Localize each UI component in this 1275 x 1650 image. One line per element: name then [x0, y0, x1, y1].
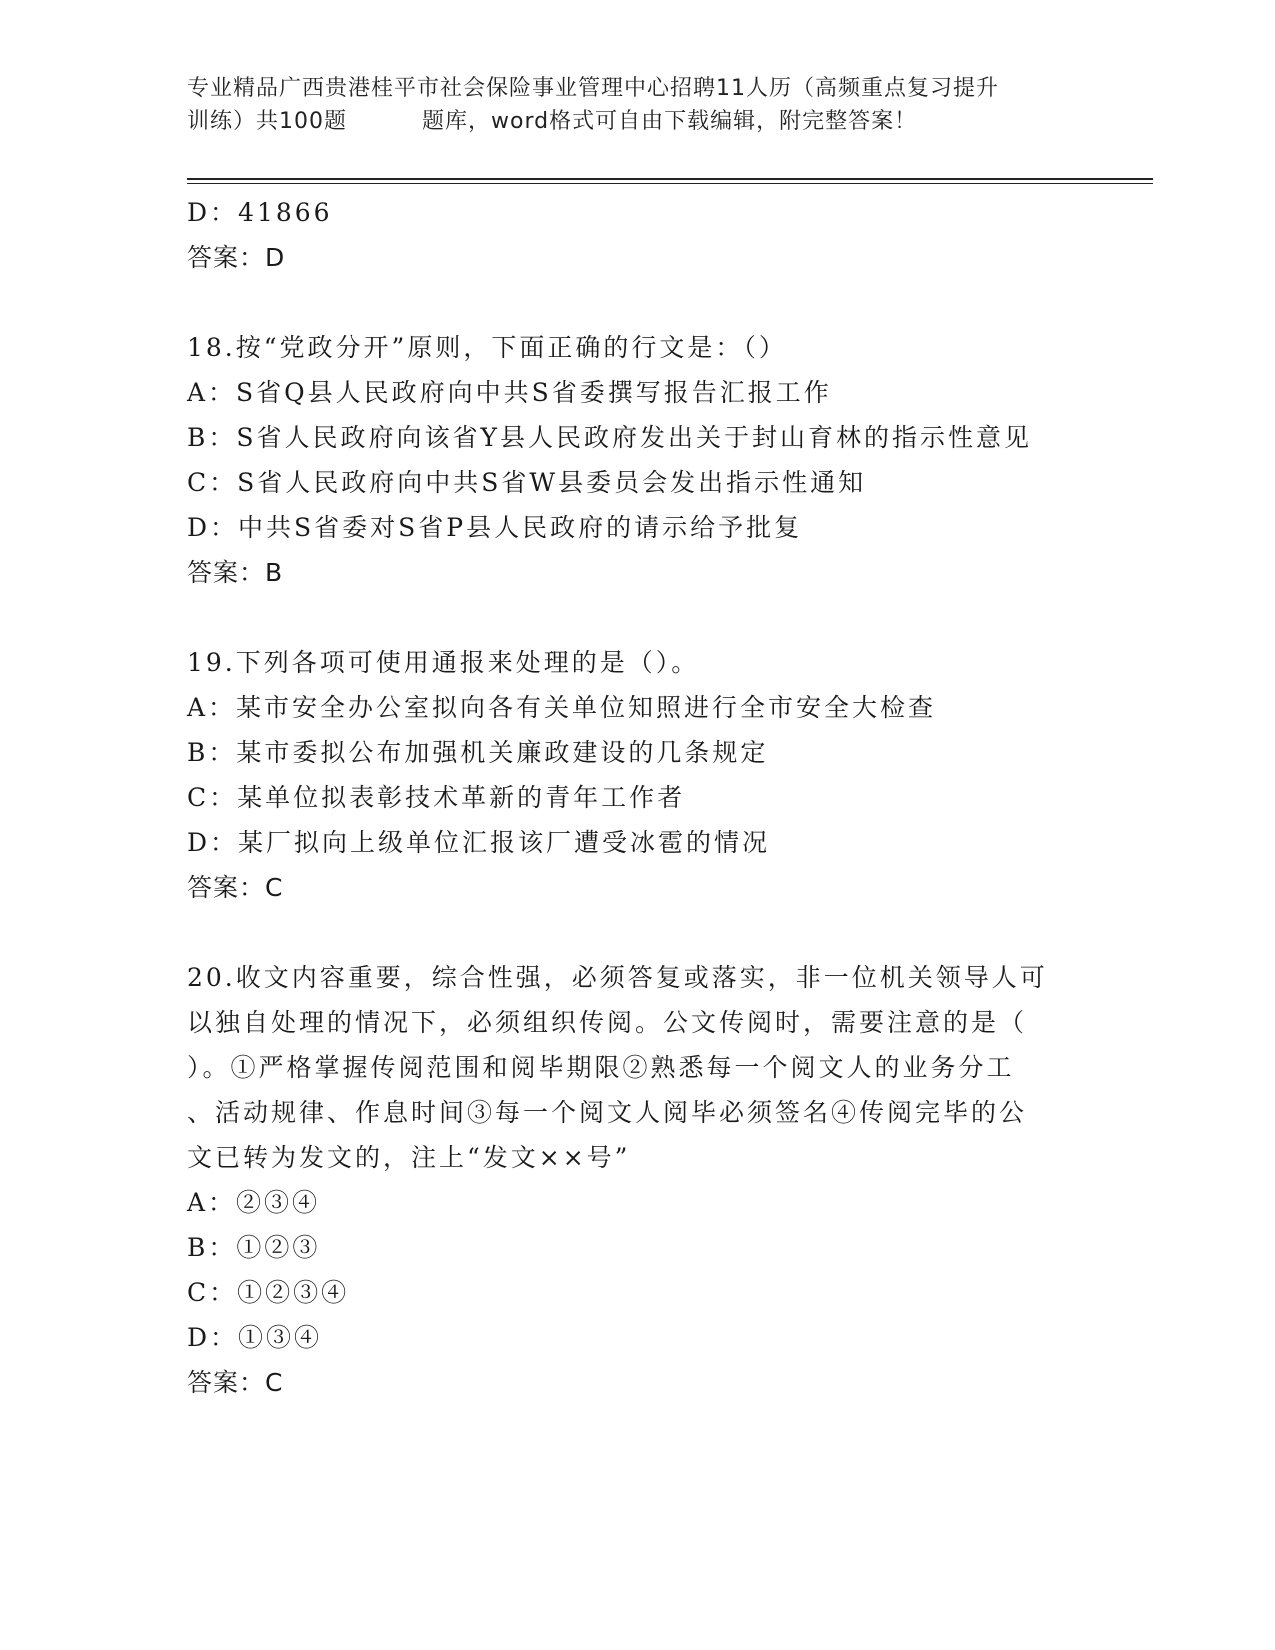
option-d: D：41866 [187, 198, 333, 227]
header-rule-thin [187, 183, 1153, 184]
answer-line: 答案：C [187, 1368, 284, 1397]
question-text-line-2: 以独自处理的情况下，必须组织传阅。公文传阅时，需要注意的是（ [187, 1008, 1028, 1037]
document-header [187, 72, 1087, 138]
option-c: C：某单位拟表彰技术革新的青年工作者 [187, 783, 686, 812]
question-text-line-1: 20.收文内容重要，综合性强，必须答复或落实，非一位机关领导人可 [187, 963, 1048, 992]
answer-line: 答案：B [187, 558, 284, 587]
question-19 [187, 640, 1087, 910]
question-17-tail [187, 190, 1087, 280]
option-b: B：S省人民政府向该省Y县人民政府发出关于封山育林的指示性意见 [187, 423, 1033, 452]
question-20 [187, 955, 1087, 1405]
option-b: B：①②③ [187, 1233, 321, 1262]
header-line-2 [187, 105, 1087, 138]
header-line-2-left: 训练）共100题 [187, 109, 347, 134]
question-text-line-5: 文已转为发文的，注上“发文××号” [187, 1143, 631, 1172]
option-c: C：S省人民政府向中共S省W县委员会发出指示性通知 [187, 468, 867, 497]
option-d: D：①③④ [187, 1323, 323, 1352]
option-d: D：中共S省委对S省P县人民政府的请示给予批复 [187, 513, 803, 542]
option-a: A：②③④ [187, 1188, 321, 1217]
option-d: D：某厂拟向上级单位汇报该厂遭受冰雹的情况 [187, 828, 771, 857]
answer-line: 答案：D [187, 243, 286, 272]
question-18 [187, 325, 1087, 595]
question-text: 19.下列各项可使用通报来处理的是（）。 [187, 648, 700, 677]
header-line-1: 专业精品广西贵港桂平市社会保险事业管理中心招聘11人历（高频重点复习提升 [187, 76, 999, 101]
option-b: B：某市委拟公布加强机关廉政建设的几条规定 [187, 738, 769, 767]
option-a: A：某市安全办公室拟向各有关单位知照进行全市安全大检查 [187, 693, 937, 722]
header-line-2-right: 题库，word格式可自由下载编辑，附完整答案！ [422, 109, 918, 134]
question-text-line-3: ）。①严格掌握传阅范围和阅毕期限②熟悉每一个阅文人的业务分工 [187, 1053, 1015, 1082]
header-rule-thick [187, 178, 1153, 180]
question-text-line-4: 、活动规律、作息时间③每一个阅文人阅毕必须签名④传阅完毕的公 [187, 1098, 1028, 1127]
option-c: C：①②③④ [187, 1278, 350, 1307]
option-a: A：S省Q县人民政府向中共S省委撰写报告汇报工作 [187, 378, 832, 407]
question-text: 18.按“党政分开”原则，下面正确的行文是：（） [187, 333, 787, 362]
document-body [187, 190, 1087, 1450]
answer-line: 答案：C [187, 873, 284, 902]
